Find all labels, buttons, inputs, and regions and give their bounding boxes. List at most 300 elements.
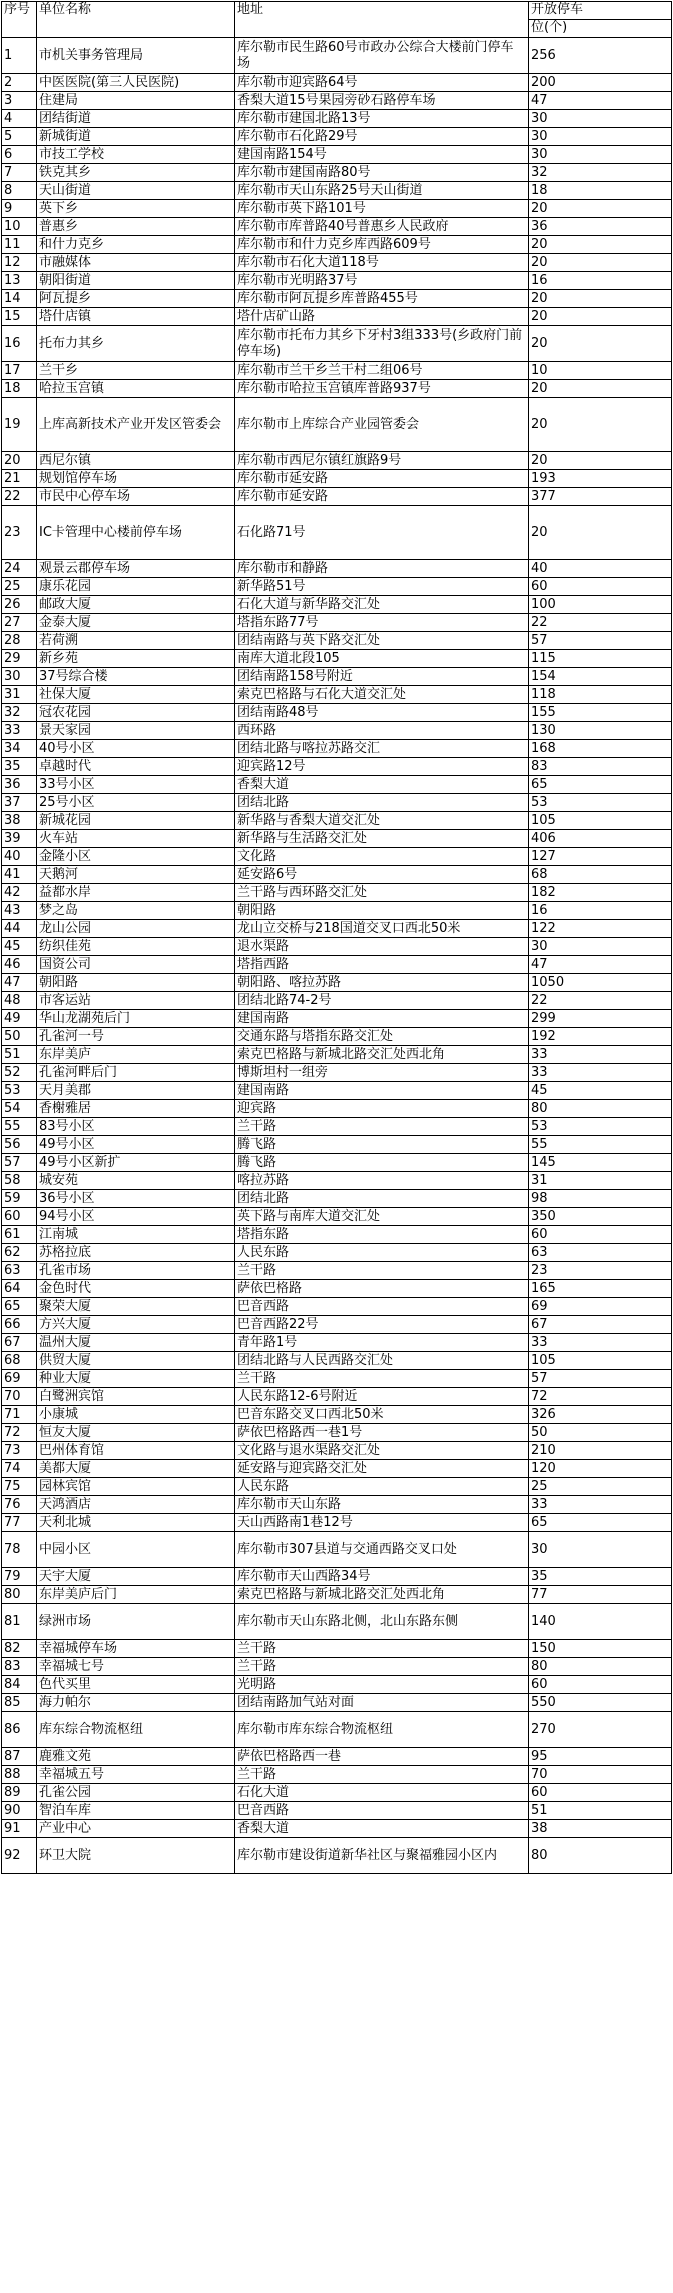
cell-name: 美都大厦 <box>37 1460 235 1478</box>
cell-spaces: 30 <box>529 110 672 128</box>
cell-spaces: 30 <box>529 938 672 956</box>
cell-name: IC卡管理中心楼前停车场 <box>37 506 235 560</box>
cell-no: 62 <box>2 1244 37 1262</box>
cell-no: 13 <box>2 272 37 290</box>
cell-spaces: 16 <box>529 902 672 920</box>
cell-address: 萨依巴格路西一巷 <box>235 1748 529 1766</box>
header-spaces <box>529 2 672 38</box>
cell-no: 85 <box>2 1694 37 1712</box>
cell-name: 孔雀河畔后门 <box>37 1064 235 1082</box>
cell-no: 73 <box>2 1442 37 1460</box>
cell-name: 园林宾馆 <box>37 1478 235 1496</box>
cell-address: 团结北路 <box>235 794 529 812</box>
table-row <box>2 848 672 866</box>
cell-no: 30 <box>2 668 37 686</box>
cell-spaces: 60 <box>529 1784 672 1802</box>
cell-no: 91 <box>2 1820 37 1838</box>
table-row <box>2 1424 672 1442</box>
cell-spaces: 55 <box>529 1136 672 1154</box>
cell-no: 2 <box>2 74 37 92</box>
cell-name: 智泊车库 <box>37 1802 235 1820</box>
cell-name: 天宇大厦 <box>37 1568 235 1586</box>
table-row <box>2 650 672 668</box>
cell-spaces: 20 <box>529 290 672 308</box>
cell-address: 石化大道 <box>235 1784 529 1802</box>
cell-address: 兰干路 <box>235 1118 529 1136</box>
table-row <box>2 506 672 560</box>
cell-address: 兰干路 <box>235 1370 529 1388</box>
cell-no: 9 <box>2 200 37 218</box>
cell-no: 31 <box>2 686 37 704</box>
cell-address: 库尔勒市库东综合物流枢纽 <box>235 1712 529 1748</box>
cell-name: 国资公司 <box>37 956 235 974</box>
cell-name: 纺织佳苑 <box>37 938 235 956</box>
cell-spaces: 406 <box>529 830 672 848</box>
table-row <box>2 1208 672 1226</box>
cell-spaces: 20 <box>529 380 672 398</box>
cell-spaces: 256 <box>529 38 672 74</box>
table-row <box>2 1316 672 1334</box>
cell-address: 库尔勒市上库综合产业园管委会 <box>235 398 529 452</box>
cell-spaces: 36 <box>529 218 672 236</box>
cell-spaces: 1050 <box>529 974 672 992</box>
cell-spaces: 83 <box>529 758 672 776</box>
cell-name: 36号小区 <box>37 1190 235 1208</box>
cell-spaces: 115 <box>529 650 672 668</box>
table-row <box>2 1586 672 1604</box>
cell-address: 南库大道北段105 <box>235 650 529 668</box>
table-row <box>2 1334 672 1352</box>
table-row <box>2 1172 672 1190</box>
cell-no: 35 <box>2 758 37 776</box>
cell-address: 库尔勒市兰干乡兰干村二组06号 <box>235 362 529 380</box>
cell-spaces: 38 <box>529 1820 672 1838</box>
table-row <box>2 956 672 974</box>
cell-spaces: 40 <box>529 560 672 578</box>
table-header <box>2 2 672 38</box>
cell-no: 16 <box>2 326 37 362</box>
cell-name: 冠农花园 <box>37 704 235 722</box>
table-row <box>2 1676 672 1694</box>
cell-name: 邮政大厦 <box>37 596 235 614</box>
cell-address: 库尔勒市天山东路 <box>235 1496 529 1514</box>
cell-spaces: 51 <box>529 1802 672 1820</box>
cell-no: 37 <box>2 794 37 812</box>
table-row <box>2 38 672 74</box>
cell-address: 人民东路 <box>235 1244 529 1262</box>
cell-no: 46 <box>2 956 37 974</box>
cell-spaces: 32 <box>529 164 672 182</box>
table-row <box>2 578 672 596</box>
cell-name: 托布力其乡 <box>37 326 235 362</box>
table-row <box>2 560 672 578</box>
table-row <box>2 938 672 956</box>
cell-name: 梦之岛 <box>37 902 235 920</box>
cell-no: 24 <box>2 560 37 578</box>
cell-spaces: 120 <box>529 1460 672 1478</box>
table-row <box>2 110 672 128</box>
table-row <box>2 1406 672 1424</box>
cell-no: 81 <box>2 1604 37 1640</box>
cell-no: 5 <box>2 128 37 146</box>
cell-no: 34 <box>2 740 37 758</box>
cell-address: 西环路 <box>235 722 529 740</box>
table-row <box>2 1136 672 1154</box>
cell-no: 56 <box>2 1136 37 1154</box>
cell-address: 库尔勒市英下路101号 <box>235 200 529 218</box>
cell-name: 江南城 <box>37 1226 235 1244</box>
table-row <box>2 668 672 686</box>
table-row <box>2 1640 672 1658</box>
table-row <box>2 1784 672 1802</box>
cell-spaces: 30 <box>529 1532 672 1568</box>
cell-spaces: 140 <box>529 1604 672 1640</box>
cell-address: 巴音西路 <box>235 1298 529 1316</box>
cell-no: 42 <box>2 884 37 902</box>
cell-name: 卓越时代 <box>37 758 235 776</box>
cell-address: 团结北路 <box>235 1190 529 1208</box>
header-spaces-line2: 位(个) <box>529 19 671 37</box>
cell-name: 鹿雅文苑 <box>37 1748 235 1766</box>
cell-spaces: 20 <box>529 452 672 470</box>
cell-name: 规划馆停车场 <box>37 470 235 488</box>
cell-address: 朝阳路 <box>235 902 529 920</box>
cell-address: 退水渠路 <box>235 938 529 956</box>
table-row <box>2 1352 672 1370</box>
cell-spaces: 210 <box>529 1442 672 1460</box>
cell-address: 延安路6号 <box>235 866 529 884</box>
cell-address: 人民东路12-6号附近 <box>235 1388 529 1406</box>
cell-spaces: 69 <box>529 1298 672 1316</box>
cell-no: 52 <box>2 1064 37 1082</box>
cell-address: 萨依巴格路西一巷1号 <box>235 1424 529 1442</box>
table-row <box>2 704 672 722</box>
cell-name: 94号小区 <box>37 1208 235 1226</box>
cell-address: 龙山立交桥与218国道交叉口西北50米 <box>235 920 529 938</box>
table-row <box>2 1496 672 1514</box>
cell-spaces: 377 <box>529 488 672 506</box>
table-row <box>2 1370 672 1388</box>
table-row <box>2 1082 672 1100</box>
table-row <box>2 686 672 704</box>
cell-address: 库尔勒市延安路 <box>235 470 529 488</box>
table-row <box>2 218 672 236</box>
table-row <box>2 272 672 290</box>
cell-name: 上库高新技术产业开发区管委会 <box>37 398 235 452</box>
cell-no: 80 <box>2 1586 37 1604</box>
table-row <box>2 902 672 920</box>
table-row <box>2 362 672 380</box>
header-name: 单位名称 <box>37 2 235 38</box>
cell-name: 住建局 <box>37 92 235 110</box>
cell-name: 塔什店镇 <box>37 308 235 326</box>
cell-address: 新华路与香梨大道交汇处 <box>235 812 529 830</box>
cell-spaces: 50 <box>529 1424 672 1442</box>
table-row <box>2 614 672 632</box>
cell-name: 巴州体育馆 <box>37 1442 235 1460</box>
cell-address: 香梨大道 <box>235 1820 529 1838</box>
cell-no: 65 <box>2 1298 37 1316</box>
parking-table <box>1 1 672 1874</box>
cell-address: 兰干路 <box>235 1262 529 1280</box>
cell-no: 64 <box>2 1280 37 1298</box>
cell-name: 新城花园 <box>37 812 235 830</box>
cell-name: 朝阳街道 <box>37 272 235 290</box>
cell-no: 38 <box>2 812 37 830</box>
cell-name: 西尼尔镇 <box>37 452 235 470</box>
cell-spaces: 105 <box>529 812 672 830</box>
table-row <box>2 1442 672 1460</box>
table-row <box>2 1712 672 1748</box>
cell-no: 57 <box>2 1154 37 1172</box>
cell-spaces: 47 <box>529 956 672 974</box>
table-row <box>2 1028 672 1046</box>
cell-name: 40号小区 <box>37 740 235 758</box>
cell-spaces: 18 <box>529 182 672 200</box>
cell-spaces: 72 <box>529 1388 672 1406</box>
table-row <box>2 1478 672 1496</box>
cell-spaces: 33 <box>529 1046 672 1064</box>
table-row <box>2 596 672 614</box>
cell-no: 74 <box>2 1460 37 1478</box>
cell-address: 库尔勒市天山东路北侧，北山东路东侧 <box>235 1604 529 1640</box>
cell-spaces: 70 <box>529 1766 672 1784</box>
cell-no: 69 <box>2 1370 37 1388</box>
cell-address: 库尔勒市民生路60号市政办公综合大楼前门停车场 <box>235 38 529 74</box>
cell-no: 32 <box>2 704 37 722</box>
cell-no: 55 <box>2 1118 37 1136</box>
cell-name: 海力帕尔 <box>37 1694 235 1712</box>
cell-spaces: 326 <box>529 1406 672 1424</box>
cell-address: 建国南路 <box>235 1082 529 1100</box>
cell-no: 77 <box>2 1514 37 1532</box>
cell-name: 37号综合楼 <box>37 668 235 686</box>
parking-sheet <box>1 1 671 1874</box>
table-body <box>2 38 672 1874</box>
cell-no: 3 <box>2 92 37 110</box>
cell-spaces: 192 <box>529 1028 672 1046</box>
cell-name: 市民中心停车场 <box>37 488 235 506</box>
cell-name: 社保大厦 <box>37 686 235 704</box>
cell-name: 温州大厦 <box>37 1334 235 1352</box>
cell-address: 香梨大道 <box>235 776 529 794</box>
cell-spaces: 57 <box>529 632 672 650</box>
cell-no: 88 <box>2 1766 37 1784</box>
cell-address: 团结北路与喀拉苏路交汇 <box>235 740 529 758</box>
cell-spaces: 95 <box>529 1748 672 1766</box>
table-row <box>2 182 672 200</box>
cell-name: 康乐花园 <box>37 578 235 596</box>
cell-name: 市融媒体 <box>37 254 235 272</box>
cell-spaces: 22 <box>529 992 672 1010</box>
table-row <box>2 1694 672 1712</box>
cell-no: 25 <box>2 578 37 596</box>
cell-name: 益都水岸 <box>37 884 235 902</box>
cell-name: 孔雀市场 <box>37 1262 235 1280</box>
cell-spaces: 20 <box>529 506 672 560</box>
cell-no: 48 <box>2 992 37 1010</box>
cell-no: 33 <box>2 722 37 740</box>
cell-address: 库尔勒市建国北路13号 <box>235 110 529 128</box>
cell-no: 10 <box>2 218 37 236</box>
cell-no: 11 <box>2 236 37 254</box>
cell-spaces: 25 <box>529 1478 672 1496</box>
cell-address: 塔指西路 <box>235 956 529 974</box>
cell-spaces: 33 <box>529 1496 672 1514</box>
cell-spaces: 33 <box>529 1064 672 1082</box>
cell-spaces: 20 <box>529 398 672 452</box>
cell-address: 巴音西路22号 <box>235 1316 529 1334</box>
cell-name: 色代买里 <box>37 1676 235 1694</box>
cell-spaces: 80 <box>529 1838 672 1874</box>
table-row <box>2 632 672 650</box>
cell-address: 库尔勒市和什力克乡库西路609号 <box>235 236 529 254</box>
cell-spaces: 80 <box>529 1658 672 1676</box>
table-row <box>2 794 672 812</box>
table-row <box>2 1838 672 1874</box>
cell-no: 58 <box>2 1172 37 1190</box>
cell-no: 12 <box>2 254 37 272</box>
cell-no: 41 <box>2 866 37 884</box>
cell-spaces: 67 <box>529 1316 672 1334</box>
cell-no: 75 <box>2 1478 37 1496</box>
table-row <box>2 92 672 110</box>
cell-address: 团结北路与人民西路交汇处 <box>235 1352 529 1370</box>
cell-no: 50 <box>2 1028 37 1046</box>
header-address: 地址 <box>235 2 529 38</box>
cell-name: 铁克其乡 <box>37 164 235 182</box>
cell-no: 61 <box>2 1226 37 1244</box>
cell-spaces: 130 <box>529 722 672 740</box>
table-row <box>2 974 672 992</box>
cell-no: 89 <box>2 1784 37 1802</box>
cell-address: 库尔勒市和静路 <box>235 560 529 578</box>
cell-spaces: 122 <box>529 920 672 938</box>
cell-name: 孔雀河一号 <box>37 1028 235 1046</box>
table-row <box>2 1118 672 1136</box>
cell-name: 天鹅河 <box>37 866 235 884</box>
cell-address: 英下路与南库大道交汇处 <box>235 1208 529 1226</box>
cell-name: 普惠乡 <box>37 218 235 236</box>
cell-spaces: 165 <box>529 1280 672 1298</box>
cell-name: 朝阳路 <box>37 974 235 992</box>
cell-no: 76 <box>2 1496 37 1514</box>
cell-no: 92 <box>2 1838 37 1874</box>
cell-spaces: 299 <box>529 1010 672 1028</box>
cell-address: 库尔勒市石化大道118号 <box>235 254 529 272</box>
table-row <box>2 236 672 254</box>
cell-spaces: 60 <box>529 1226 672 1244</box>
cell-address: 兰干路 <box>235 1658 529 1676</box>
cell-spaces: 193 <box>529 470 672 488</box>
table-row <box>2 1298 672 1316</box>
table-row <box>2 1190 672 1208</box>
cell-no: 21 <box>2 470 37 488</box>
cell-spaces: 47 <box>529 92 672 110</box>
cell-name: 83号小区 <box>37 1118 235 1136</box>
cell-no: 15 <box>2 308 37 326</box>
table-row <box>2 1766 672 1784</box>
cell-address: 光明路 <box>235 1676 529 1694</box>
table-row <box>2 1010 672 1028</box>
cell-name: 聚荣大厦 <box>37 1298 235 1316</box>
cell-address: 库尔勒市307县道与交通西路交叉口处 <box>235 1532 529 1568</box>
cell-spaces: 16 <box>529 272 672 290</box>
cell-address: 建国南路 <box>235 1010 529 1028</box>
table-row <box>2 74 672 92</box>
cell-spaces: 270 <box>529 1712 672 1748</box>
cell-spaces: 20 <box>529 254 672 272</box>
cell-address: 库尔勒市光明路37号 <box>235 272 529 290</box>
cell-name: 供贸大厦 <box>37 1352 235 1370</box>
cell-spaces: 127 <box>529 848 672 866</box>
cell-no: 17 <box>2 362 37 380</box>
cell-address: 腾飞路 <box>235 1136 529 1154</box>
cell-spaces: 77 <box>529 1586 672 1604</box>
table-row <box>2 326 672 362</box>
cell-no: 51 <box>2 1046 37 1064</box>
cell-no: 40 <box>2 848 37 866</box>
cell-spaces: 60 <box>529 578 672 596</box>
cell-spaces: 550 <box>529 1694 672 1712</box>
cell-spaces: 20 <box>529 200 672 218</box>
cell-no: 67 <box>2 1334 37 1352</box>
cell-address: 青年路1号 <box>235 1334 529 1352</box>
cell-address: 兰干路与西环路交汇处 <box>235 884 529 902</box>
cell-spaces: 154 <box>529 668 672 686</box>
table-row <box>2 758 672 776</box>
cell-spaces: 57 <box>529 1370 672 1388</box>
cell-address: 文化路与退水渠路交汇处 <box>235 1442 529 1460</box>
table-row <box>2 308 672 326</box>
cell-name: 产业中心 <box>37 1820 235 1838</box>
cell-no: 28 <box>2 632 37 650</box>
cell-no: 66 <box>2 1316 37 1334</box>
cell-address: 库尔勒市建设街道新华社区与聚福雅园小区内 <box>235 1838 529 1874</box>
cell-address: 新华路51号 <box>235 578 529 596</box>
cell-name: 和什力克乡 <box>37 236 235 254</box>
cell-spaces: 63 <box>529 1244 672 1262</box>
cell-no: 6 <box>2 146 37 164</box>
cell-spaces: 30 <box>529 146 672 164</box>
cell-address: 喀拉苏路 <box>235 1172 529 1190</box>
cell-no: 86 <box>2 1712 37 1748</box>
cell-address: 塔指东路 <box>235 1226 529 1244</box>
cell-no: 84 <box>2 1676 37 1694</box>
cell-name: 若荷溯 <box>37 632 235 650</box>
header-spaces-line1: 开放停车 <box>531 2 584 17</box>
cell-name: 市机关事务管理局 <box>37 38 235 74</box>
cell-no: 19 <box>2 398 37 452</box>
cell-address: 团结北路74-2号 <box>235 992 529 1010</box>
cell-no: 20 <box>2 452 37 470</box>
cell-address: 延安路与迎宾路交汇处 <box>235 1460 529 1478</box>
cell-address: 石化大道与新华路交汇处 <box>235 596 529 614</box>
cell-address: 库尔勒市天山东路25号天山街道 <box>235 182 529 200</box>
cell-name: 哈拉玉宫镇 <box>37 380 235 398</box>
cell-no: 83 <box>2 1658 37 1676</box>
cell-address: 索克巴格路与新城北路交汇处西北角 <box>235 1586 529 1604</box>
table-row <box>2 866 672 884</box>
cell-no: 4 <box>2 110 37 128</box>
table-row <box>2 164 672 182</box>
cell-name: 49号小区新扩 <box>37 1154 235 1172</box>
cell-name: 幸福城七号 <box>37 1658 235 1676</box>
cell-spaces: 65 <box>529 1514 672 1532</box>
cell-name: 环卫大院 <box>37 1838 235 1874</box>
cell-spaces: 182 <box>529 884 672 902</box>
cell-spaces: 20 <box>529 236 672 254</box>
